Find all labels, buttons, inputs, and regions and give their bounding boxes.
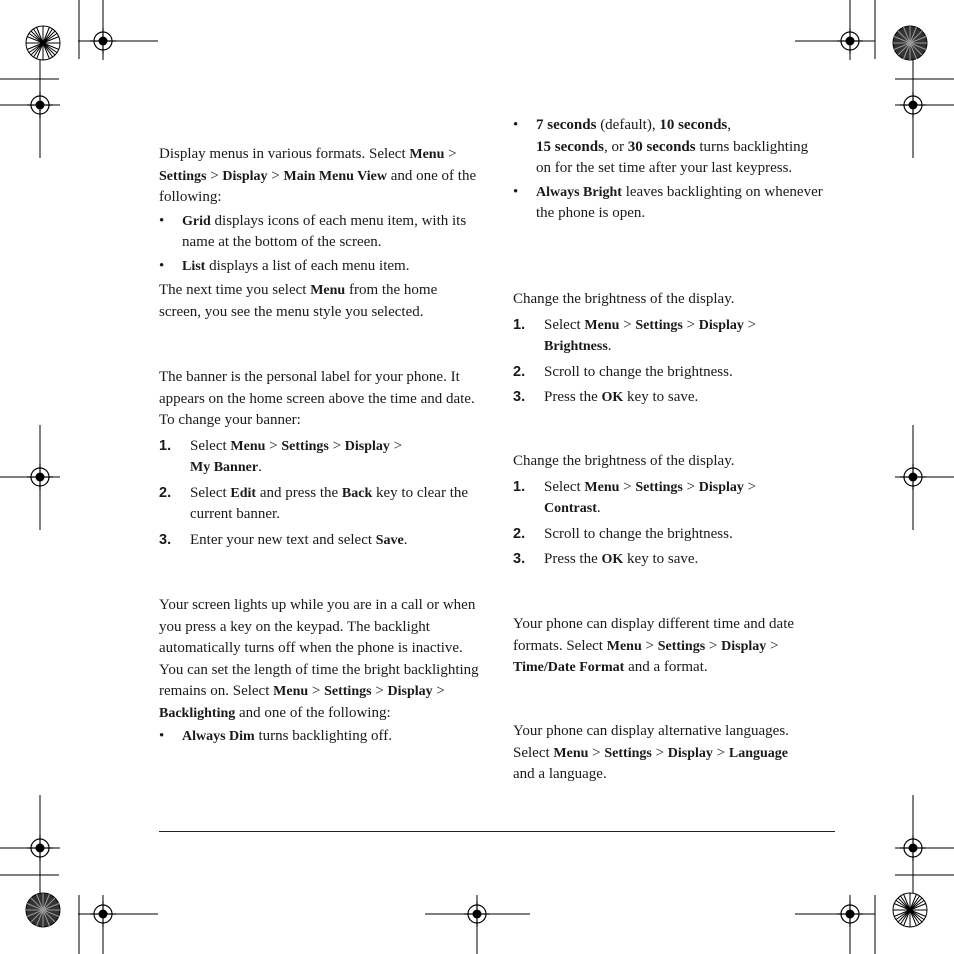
time-date-section bbox=[513, 614, 825, 679]
brightness-section bbox=[513, 289, 825, 409]
language-section bbox=[513, 721, 825, 786]
backlighting-section bbox=[159, 595, 479, 748]
list-item: 1. Select Menu > Settings > Display > Contrast. bbox=[513, 478, 757, 516]
list-item: 2. Scroll to change the brightness. bbox=[513, 525, 733, 542]
contrast-section bbox=[513, 451, 825, 571]
list-item: • Grid displays icons of each menu item, with its name at the bottom of the screen. bbox=[159, 212, 467, 250]
list-item: • Always Bright leaves backlighting on whenever the phone is open. bbox=[513, 183, 823, 221]
language-text: Your phone can display alternative languages. Select Menu > Settings > Display > Language and a language. bbox=[513, 723, 789, 782]
list-item: 1. Select Menu > Settings > Display > My Banner. bbox=[159, 437, 403, 475]
list-item: • 7 seconds (default), 10 seconds, 15 seconds, or 30 seconds turns backlighting on for the set time after your last keypress. bbox=[513, 117, 809, 176]
list-item: • Always Dim turns backlighting off. bbox=[159, 728, 392, 744]
footer-rule bbox=[159, 831, 835, 832]
main-menu-view-intro: Display menus in various formats. Select Menu > Settings > Display > Main Menu View and one of the following: bbox=[159, 146, 477, 205]
list-item: 3. Enter your new text and select Save. bbox=[159, 531, 408, 548]
list-item: 1. Select Menu > Settings > Display > Brightness. bbox=[513, 316, 757, 354]
banner-section bbox=[159, 367, 479, 551]
main-menu-view-section bbox=[159, 144, 479, 323]
list-item: 2. Select Edit and press the Back key to clear the current banner. bbox=[159, 484, 469, 522]
list-item: 2. Scroll to change the brightness. bbox=[513, 363, 733, 380]
main-menu-view-outro: The next time you select Menu from the home screen, you see the menu style you selected. bbox=[159, 282, 438, 320]
banner-intro: The banner is the personal label for your phone. It appears on the home screen above the time and date. To change your banner: bbox=[159, 369, 475, 428]
list-item: 3. Press the OK key to save. bbox=[513, 551, 699, 567]
time-date-text: Your phone can display different time and date formats. Select Menu > Settings > Display > Time/Date Format and a format. bbox=[513, 616, 795, 675]
backlighting-continued bbox=[513, 115, 825, 225]
list-item: 3. Press the OK key to save. bbox=[513, 389, 699, 405]
contrast-intro: Change the brightness of the display. bbox=[513, 453, 735, 469]
list-item: • List displays a list of each menu item. bbox=[159, 257, 410, 274]
brightness-intro: Change the brightness of the display. bbox=[513, 291, 735, 307]
backlighting-intro: Your screen lights up while you are in a call or when you press a key on the keypad. The backlight automatically turns off when the phone is inactive. You can set the length of time the bright backlighting remains on. Select Menu > Settings > Display > Backlighting and one of the following: bbox=[159, 597, 479, 721]
